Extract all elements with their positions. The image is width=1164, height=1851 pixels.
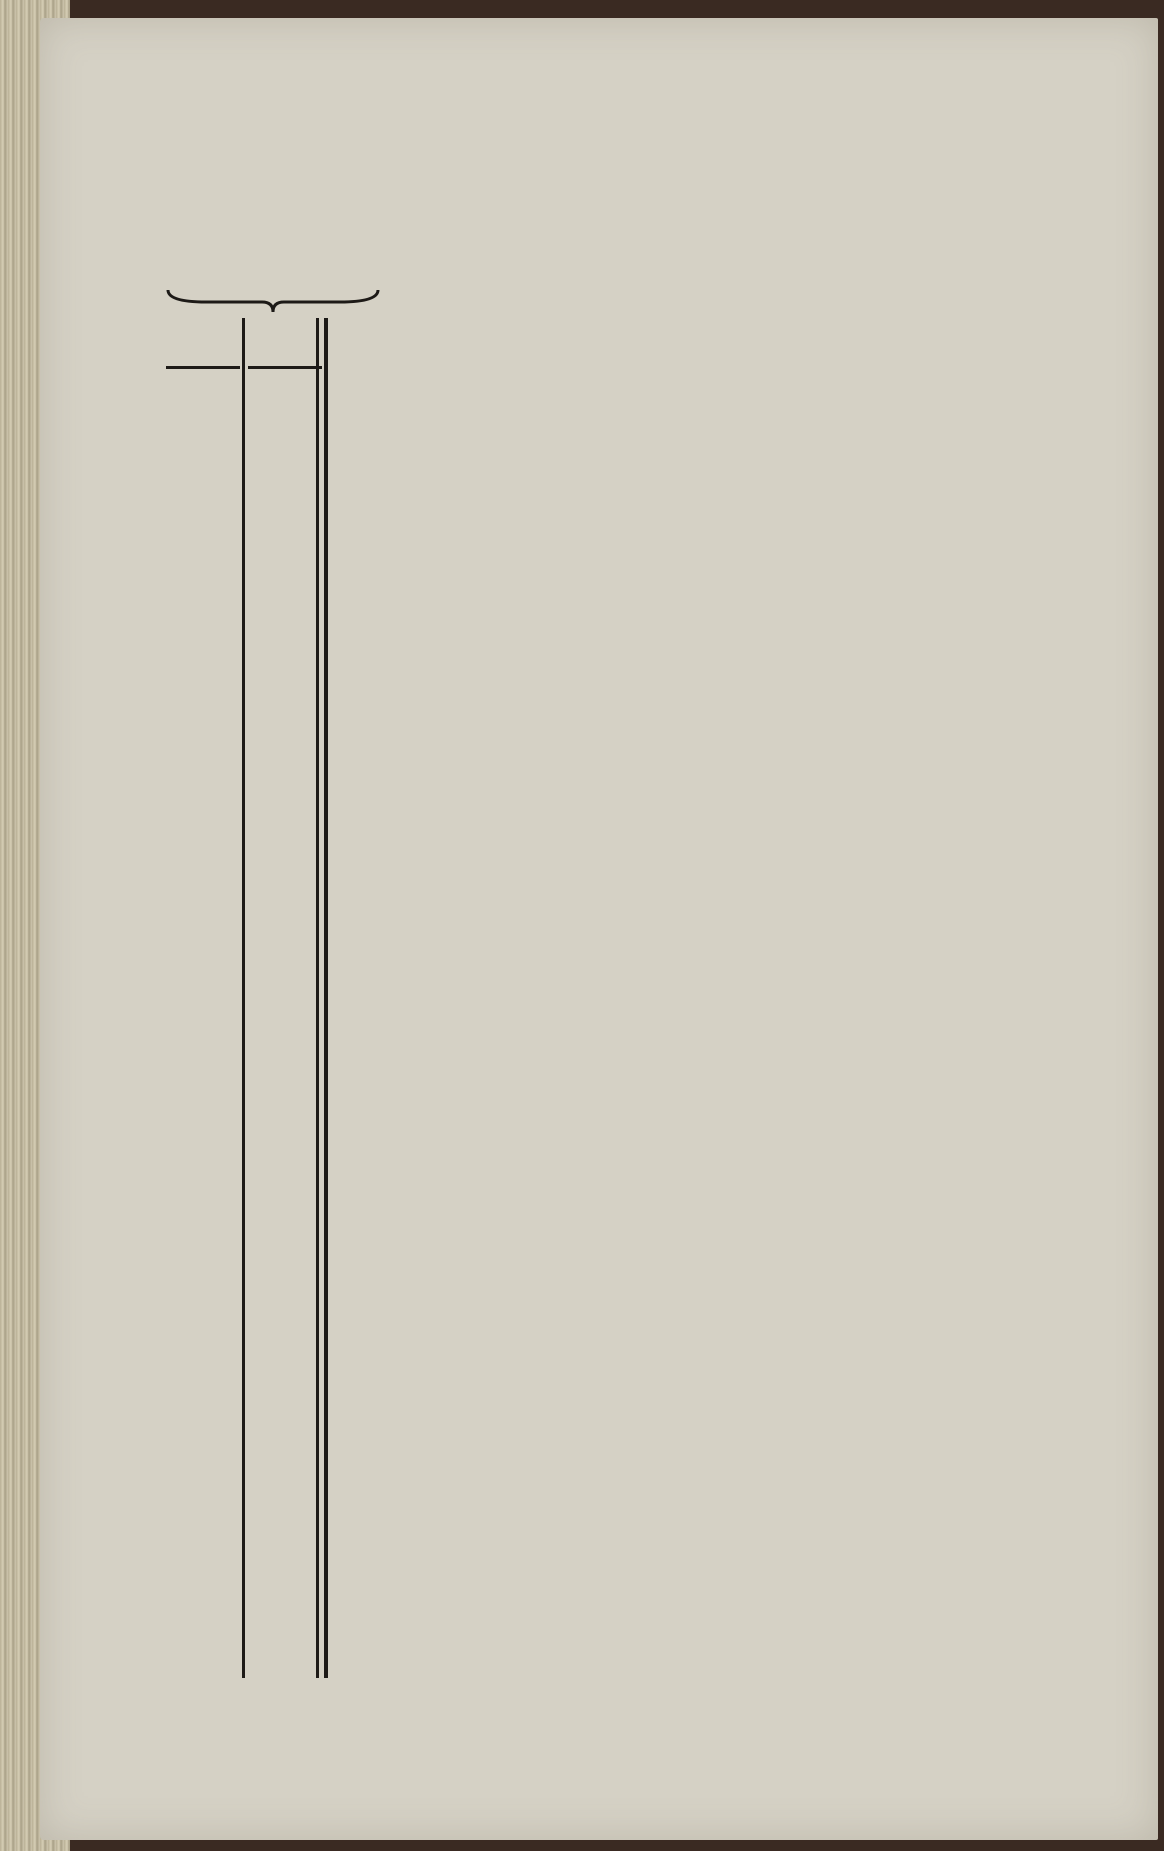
column-divider-right-2 [324, 318, 328, 1678]
brace-icon [166, 286, 380, 314]
book-page [40, 18, 1158, 1840]
column-divider-right-1 [316, 318, 319, 1678]
column-divider-neu-alt [242, 318, 245, 1678]
header-underline-neu [166, 366, 240, 369]
header-underline-alt [248, 366, 322, 369]
